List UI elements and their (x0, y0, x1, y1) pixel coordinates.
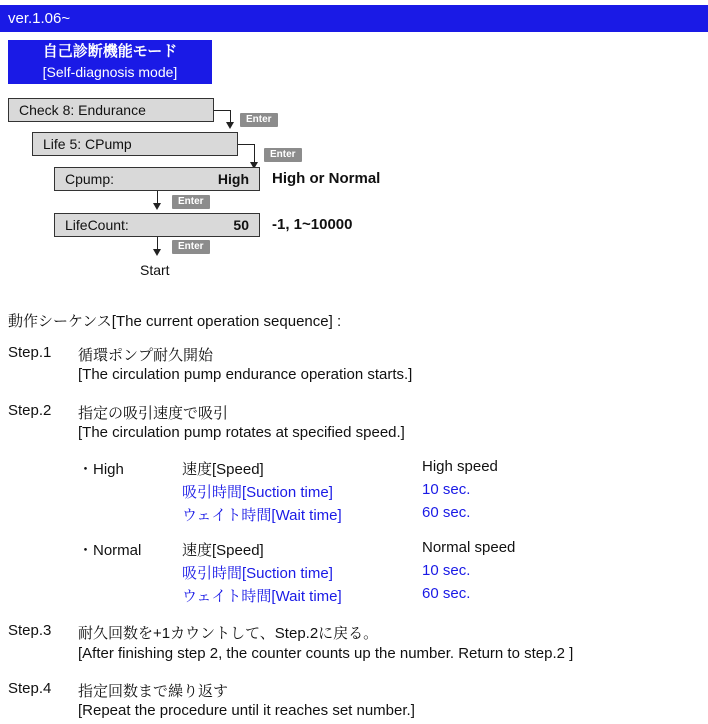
step-text-en: [After finishing step 2, the counter counts up the number. Return to step.2 ] (78, 645, 574, 662)
arrow-down-icon (153, 203, 161, 210)
lifecount-value: 50 (233, 217, 249, 233)
step-text-en: [Repeat the procedure until it reaches set number.] (78, 702, 415, 719)
step-text-jp: 耐久回数を+1カウントして、Step.2に戻る。 (78, 625, 379, 642)
arrow-down-icon (226, 122, 234, 129)
step-label: Step.2 (8, 402, 52, 419)
cpump-label: Cpump: (65, 171, 115, 187)
step-label: Step.4 (8, 680, 52, 697)
mode-param: 速度[Speed] (182, 542, 264, 559)
step-text-jp: 指定回数まで繰り返す (78, 683, 229, 700)
step-label: Step.1 (8, 344, 52, 361)
mode-name: ・High (78, 461, 124, 478)
step-text-en: [The circulation pump rotates at specified speed.] (78, 424, 405, 441)
version-label: ver.1.06~ (8, 10, 71, 27)
step-text-jp: 循環ポンプ耐久開始 (78, 347, 214, 364)
mode-param: ウェイト時間[Wait time] (182, 507, 342, 524)
mode-name: ・Normal (78, 542, 142, 559)
step-label: Step.3 (8, 622, 52, 639)
enter-key-icon: Enter (172, 195, 210, 209)
mode-value: 10 sec. (422, 562, 471, 579)
mode-title-en: [Self-diagnosis mode] (42, 64, 178, 80)
mode-value: 10 sec. (422, 481, 471, 498)
mode-value: Normal speed (422, 539, 516, 556)
enter-key-icon: Enter (240, 113, 278, 127)
connector-line (254, 144, 255, 164)
lifecount-label: LifeCount: (65, 217, 129, 233)
mode-param: ウェイト時間[Wait time] (182, 588, 342, 605)
check-menu-box (8, 98, 214, 122)
mode-value: High speed (422, 458, 498, 475)
start-label: Start (140, 262, 170, 278)
mode-param: 吸引時間[Suction time] (182, 565, 333, 582)
enter-key-icon: Enter (264, 148, 302, 162)
cpump-setting-box (54, 167, 260, 191)
version-bar (0, 5, 708, 32)
life-menu-label: Life 5: CPump (43, 136, 132, 152)
enter-key-icon: Enter (172, 240, 210, 254)
step-text-jp: 指定の吸引速度で吸引 (78, 405, 229, 422)
mode-title-box (8, 40, 212, 84)
mode-value: 60 sec. (422, 504, 471, 521)
mode-param: 吸引時間[Suction time] (182, 484, 333, 501)
life-menu-box (32, 132, 238, 156)
lifecount-range-note: -1, 1~10000 (272, 216, 353, 233)
step-text-en: [The circulation pump endurance operation starts.] (78, 366, 413, 383)
mode-param: 速度[Speed] (182, 461, 264, 478)
cpump-options-note: High or Normal (272, 170, 381, 187)
check-menu-label: Check 8: Endurance (19, 102, 146, 118)
mode-title-jp: 自己診断機能モード (42, 43, 178, 60)
connector-line (214, 110, 230, 111)
arrow-down-icon (153, 249, 161, 256)
lifecount-setting-box (54, 213, 260, 237)
connector-line (230, 110, 231, 122)
cpump-value: High (217, 171, 249, 187)
sequence-header: 動作シーケンス[The current operation sequence] : (8, 313, 342, 330)
mode-value: 60 sec. (422, 585, 471, 602)
connector-line (238, 144, 254, 145)
